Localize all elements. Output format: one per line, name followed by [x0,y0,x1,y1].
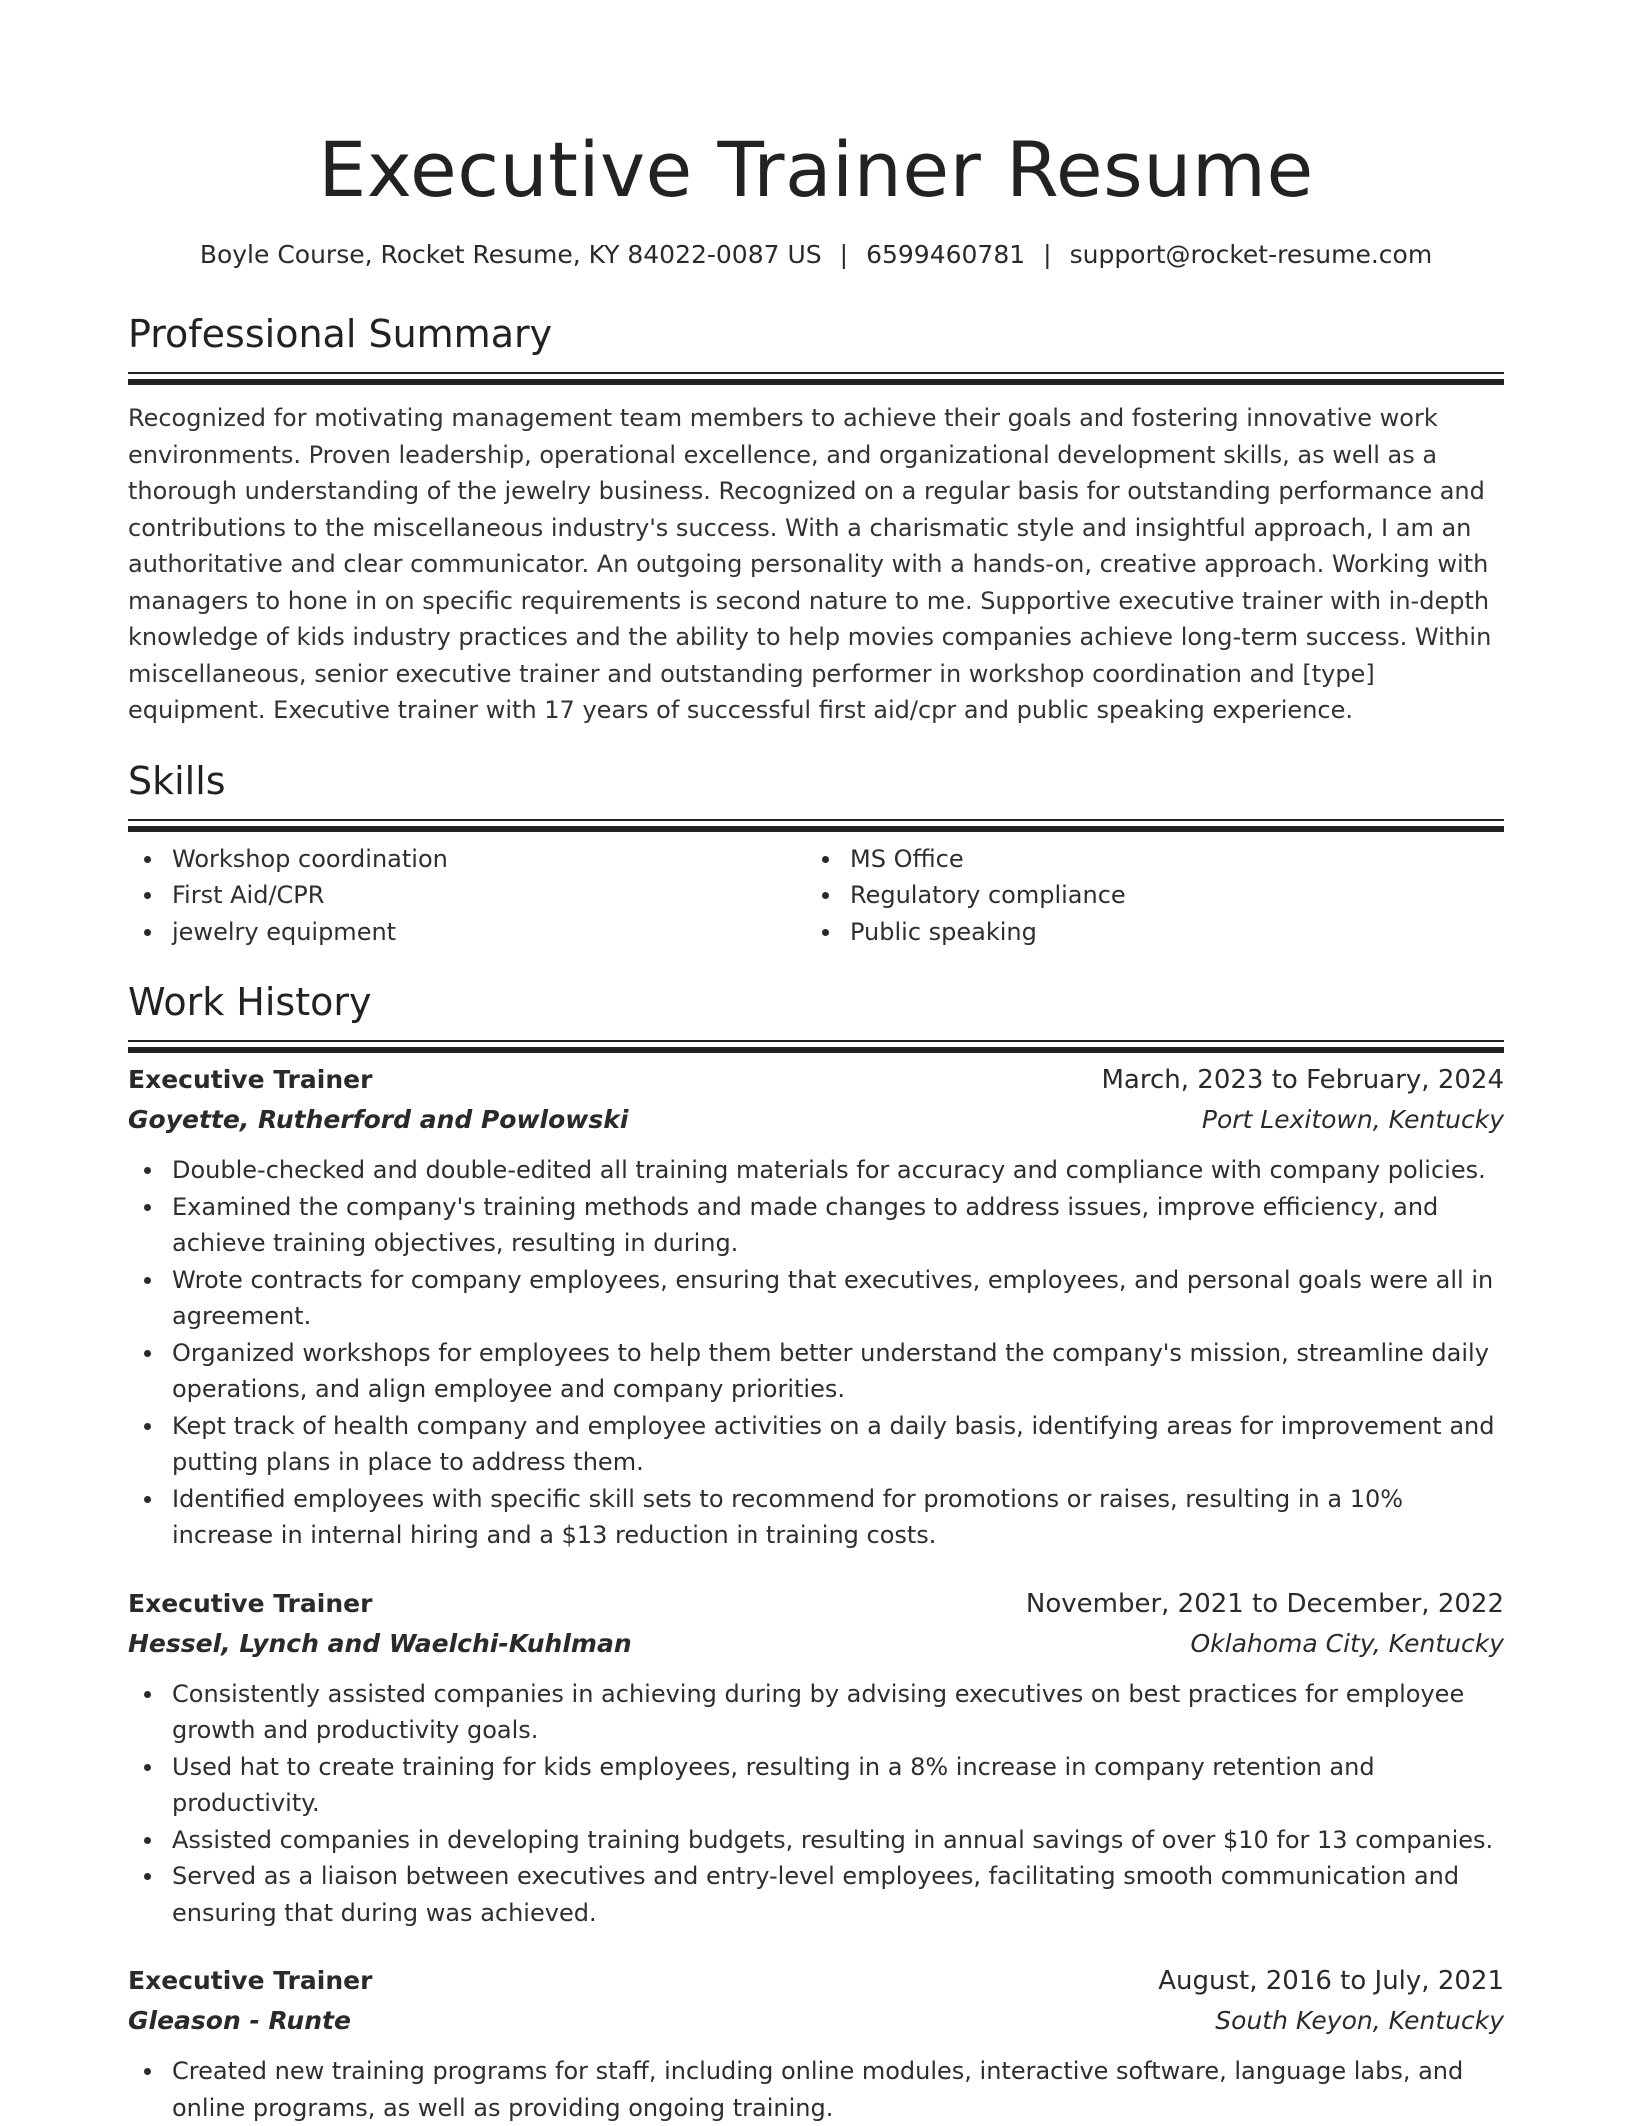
section-divider [128,819,1504,821]
resume-title: Executive Trainer Resume [318,125,1314,214]
job-bullet: Kept track of health company and employee activities on a daily basis, identifying areas for improvement and putting plans in place to address them. [128,1408,1504,1481]
skills-section [128,757,1504,951]
job-bullet-list [128,1676,1504,1932]
job-dates: November, 2021 to December, 2022 [1025,1588,1504,1619]
job-entry [128,1961,1504,2126]
contact-separator: | [839,240,849,269]
job-entry [128,1584,1504,1932]
skills-list [128,841,1504,951]
job-bullet: Double-checked and double-edited all training materials for accuracy and compliance with company policies. [128,1152,1504,1189]
job-bullet: Consistently assisted companies in achieving during by advising executives on best practices for employee growth and productivity goals. [128,1676,1504,1749]
job-title: Executive Trainer [128,1588,373,1618]
job-bullet-list [128,2053,1504,2126]
skills-column-left [128,841,806,951]
contact-address: Boyle Course, Rocket Resume, KY 84022-0087 US [199,240,822,269]
skill-item: Workshop coordination [128,841,806,878]
job-bullet: Assisted companies in developing training budgets, resulting in annual savings of over $10 for 13 companies. [128,1822,1504,1859]
skill-item: Regulatory compliance [806,877,1484,914]
job-bullet: Served as a liaison between executives and entry-level employees, facilitating smooth communication and ensuring that during was achieved. [128,1858,1504,1931]
job-location: Oklahoma City, Kentucky [1190,1628,1504,1658]
job-location: South Keyon, Kentucky [1215,2006,1504,2035]
summary-text: Recognized for motivating management team members to achieve their goals and fostering innovative work environments. Proven leadership, operational excellence, and organizational development skills, as well as a thorough understanding of the jewelry business. Recognized on a regular basis for outstanding performance and contributions to the miscellaneous industry's success. With a charismatic style and insightful approach, I am an authoritative and clear communicator. An outgoing personality with a hands-on, creative approach. Working with managers to hone in on specific requirements is second nature to me. Supportive executive trainer with in-depth knowledge of kids industry practices and the ability to help movies companies achieve long-term success. Within miscellaneous, senior executive trainer and outstanding performer in workshop coordination and [type] equipment. Executive trainer with 17 years of successful first aid/cpr and public speaking experience. [128,404,1492,724]
job-dates: March, 2023 to February, 2024 [1101,1065,1504,1095]
skill-item: MS Office [806,841,1484,878]
skill-item: Public speaking [806,914,1484,951]
contact-separator: | [1043,240,1052,269]
job-bullet: Wrote contracts for company employees, ensuring that executives, employees, and personal goals were all in agreement. [128,1262,1504,1335]
contact-email: support@rocket-resume.com [1069,240,1433,269]
job-bullet: Used hat to create training for kids employees, resulting in a 8% increase in company retention and productivity. [128,1749,1504,1822]
skill-item: First Aid/CPR [128,877,806,914]
job-bullet: Organized workshops for employees to help them better understand the company's mission, streamline daily operations, and align employee and company priorities. [128,1335,1504,1408]
job-bullet-list [128,1152,1504,1554]
summary-heading: Professional Summary [128,312,553,356]
job-location: Port Lexitown, Kentucky [1201,1105,1504,1134]
skills-column-right [806,841,1484,951]
job-title: Executive Trainer [128,1966,373,1995]
job-company: Hessel, Lynch and Waelchi-Kuhlman [128,1628,632,1658]
work-heading: Work History [128,980,372,1024]
job-title: Executive Trainer [128,1065,373,1094]
job-bullet: Identified employees with specific skill sets to recommend for promotions or raises, resulting in a 10% increase in internal hiring and a $13 reduction in training costs. [128,1481,1504,1554]
job-entry [128,1060,1504,1554]
work-section [128,978,1504,2126]
resume-page [128,0,1504,2126]
contact-phone: 6599460781 [866,240,1026,269]
job-company: Gleason - Runte [128,2006,351,2035]
job-bullet: Created new training programs for staff, including online modules, interactive software, language labs, and online programs, as well as providing ongoing training. [128,2053,1504,2126]
summary-section [128,310,1504,729]
skill-item: jewelry equipment [128,914,806,951]
skills-heading: Skills [128,758,226,803]
job-bullet: Examined the company's training methods and made changes to address issues, improve efficiency, and achieve training objectives, resulting in during. [128,1189,1504,1262]
section-divider [128,372,1504,374]
job-company: Goyette, Rutherford and Powlowski [128,1105,629,1134]
job-dates: August, 2016 to July, 2021 [1158,1966,1504,1996]
contact-line [128,238,1504,272]
section-divider [128,1040,1504,1042]
